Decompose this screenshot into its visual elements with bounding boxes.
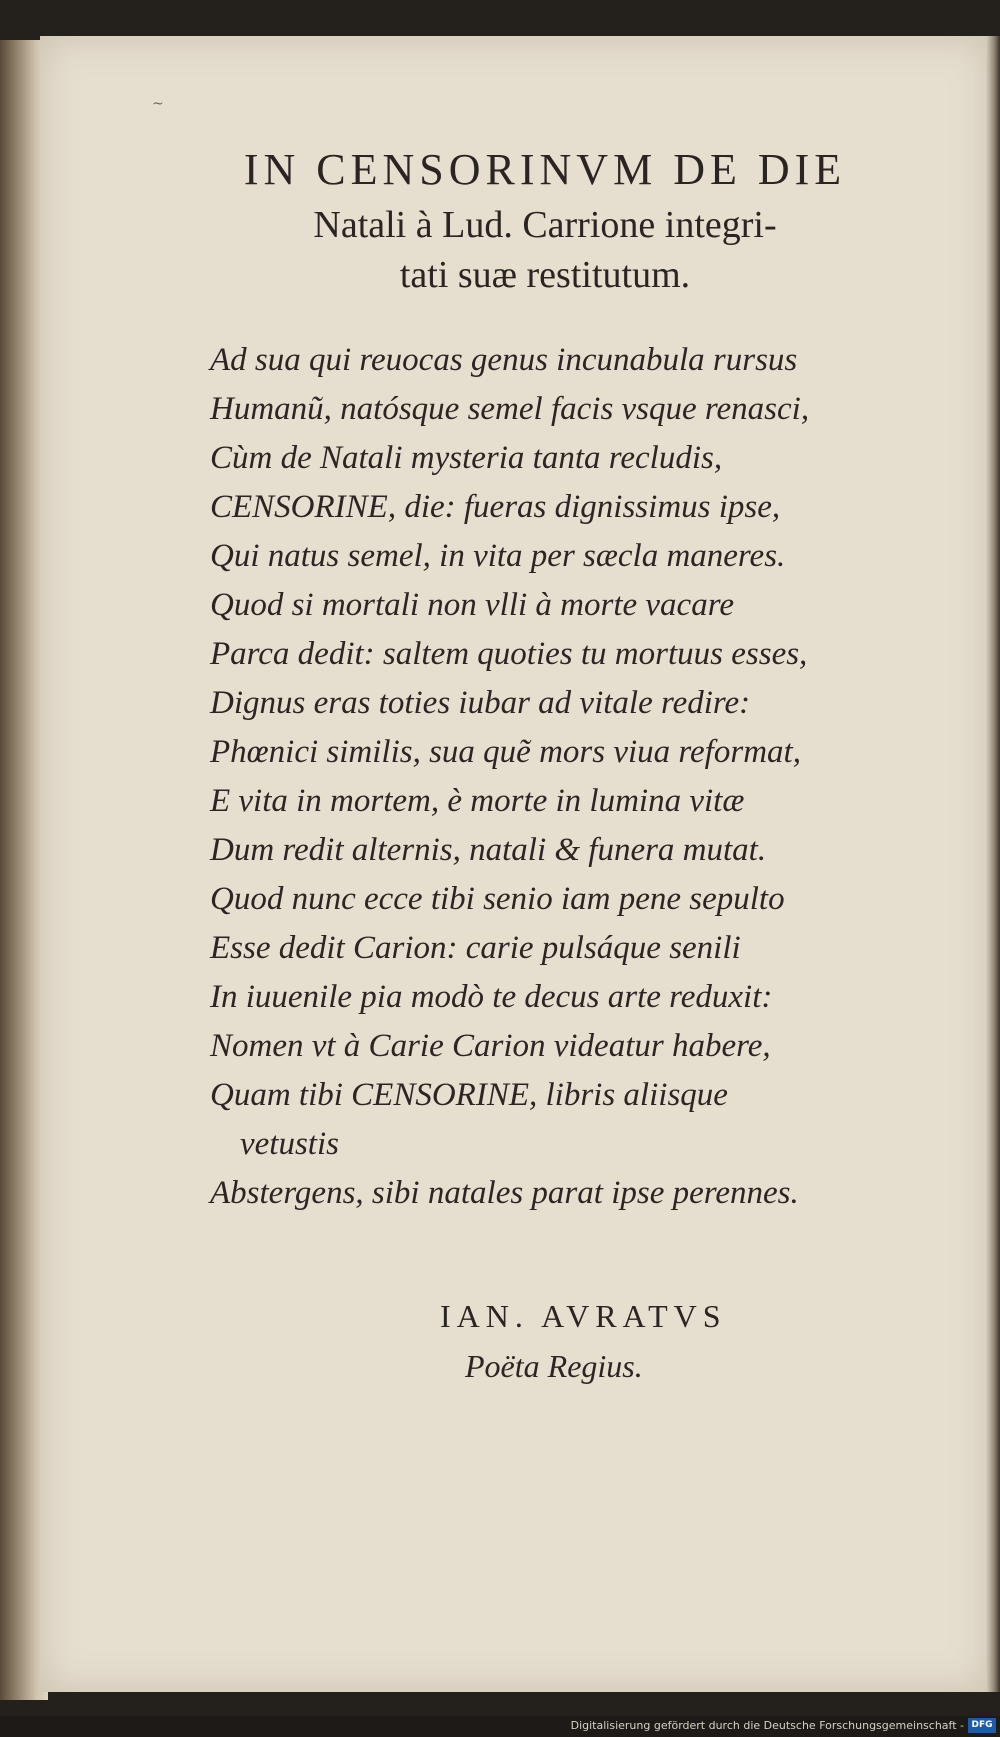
poem-line: Ad sua qui reuocas genus incunabula rursus <box>210 342 798 378</box>
page <box>40 36 990 1692</box>
poem-line: Quod nunc ecce tibi senio iam pene sepulto <box>210 881 785 917</box>
poem-line: Abstergens, sibi natales parat ipse perennes. <box>210 1175 799 1211</box>
author-role: Poëta Regius. <box>465 1348 643 1384</box>
dfg-logo-icon: DFG <box>968 1718 996 1733</box>
title-line-2: Natali à Lud. Carrione integri- <box>313 204 777 246</box>
poem-line: In iuuenile pia modò te decus arte reduxit: <box>210 979 773 1015</box>
poem-line: Humanũ, natósque semel facis vsque renasci, <box>210 391 810 427</box>
poem <box>210 336 970 1218</box>
title-line-3: tati suæ restitutum. <box>399 254 691 296</box>
page-title <box>40 36 990 297</box>
footer-credit: Digitalisierung gefördert durch die Deutsche Forschungsgemeinschaft - <box>570 1719 964 1732</box>
title-line-1: IN CENSORINVM DE DIE <box>243 145 847 194</box>
poem-line: Nomen vt à Carie Carion videatur habere, <box>210 1028 771 1064</box>
poem-line: E vita in mortem, è morte in lumina vitæ <box>210 783 745 819</box>
poem-line: Qui natus semel, in vita per sæcla maneres. <box>210 538 786 574</box>
poem-line: Quam tibi CENSORINE, libris aliisque <box>210 1077 728 1113</box>
poem-line-continuation: vetustis <box>240 1126 339 1162</box>
author-name: IAN. AVRATVS <box>440 1298 727 1334</box>
page-edge-right <box>986 36 1000 1692</box>
marginal-mark: ~ <box>152 96 164 112</box>
poem-line: Quod si mortali non vlli à morte vacare <box>210 587 734 623</box>
poem-line: Cùm de Natali mysteria tanta recludis, <box>210 440 723 476</box>
poem-line: Phœnici similis, sua quẽ mors viua reformat, <box>210 734 801 770</box>
poem-line: Esse dedit Carion: carie pulsáque senili <box>210 930 741 966</box>
poem-line: Dignus eras toties iubar ad vitale redire: <box>210 685 751 721</box>
poem-line: Dum redit alternis, natali & funera mutat. <box>210 832 767 868</box>
poem-line: Parca dedit: saltem quoties tu mortuus esses, <box>210 636 808 672</box>
poem-line: CENSORINE, die: fueras dignissimus ipse, <box>210 489 781 525</box>
footer-bar <box>0 1716 1000 1737</box>
